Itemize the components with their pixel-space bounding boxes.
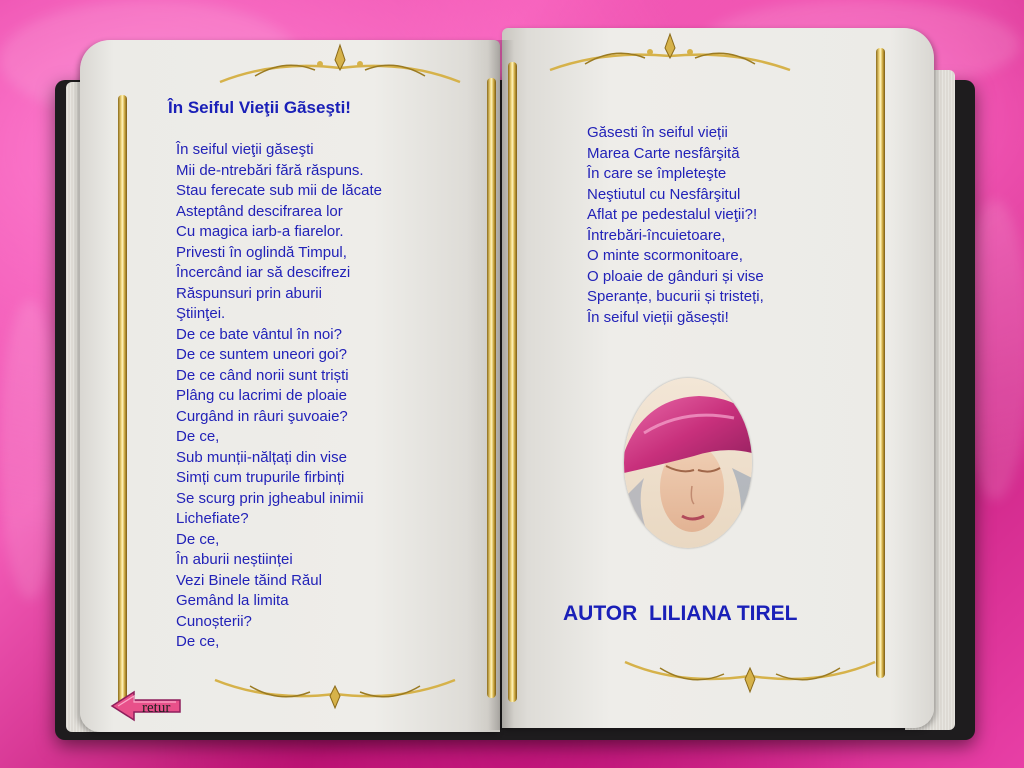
poem-line: Asteptând descifrarea lor [176, 202, 343, 220]
poem-line: În aburii neștiinței [176, 551, 293, 568]
poem-line: O minte scormonitoare, [587, 247, 743, 264]
poem-title: În Seiful Vieţii Gãseşti! [168, 98, 351, 117]
poem-line: De ce suntem uneori goi? [176, 346, 347, 363]
poem-line: Se scurg prin jgheabul inimii [176, 489, 364, 507]
poem-line: Marea Carte nesfârşită [587, 144, 740, 162]
poem-line: În seiful vieţii găseşti [176, 141, 314, 158]
poem-line: De ce bate vântul în noi? [176, 325, 342, 343]
poem-line: O ploaie de gânduri și vise [587, 267, 764, 285]
author-credit: AUTOR LILIANA TIREL [563, 602, 798, 625]
poem-line: Cu magica iarb-a fiarelor. [176, 223, 344, 240]
poem-line: Stau ferecate sub mii de lăcate [176, 182, 382, 199]
poem-line: Întrebări-încuietoare, [587, 226, 726, 244]
poem-line: Încercând iar să descifrezi [176, 264, 351, 281]
gold-border-right-inner [508, 62, 517, 702]
gold-scroll-ornament-icon [620, 652, 880, 697]
gold-border-left-outer [118, 95, 127, 705]
poem-line: Răspunsuri prin aburii [176, 284, 322, 302]
poem-line: Vezi Binele tăind Răul [176, 571, 322, 589]
gold-scroll-ornament-icon [545, 30, 795, 80]
poem-line: Ştiinţei. [176, 305, 226, 322]
poem-line: De ce, [176, 530, 220, 548]
poem-line: De ce când norii sunt triști [176, 366, 349, 384]
poem-line: De ce, [176, 633, 220, 650]
poem-line: De ce, [176, 428, 220, 445]
poem-line: Cunoșterii? [176, 612, 252, 630]
poem-line: Mii de-ntrebări fără răspuns. [176, 161, 364, 179]
gold-border-right-outer [876, 48, 885, 678]
poem-line: Găsesti în seiful vieții [587, 124, 728, 141]
poem-line: Aflat pe pedestalul vieţii?! [587, 206, 758, 223]
back-label[interactable]: retur [142, 700, 171, 716]
poem-line: Curgând in râuri şuvoaie? [176, 407, 348, 425]
poem-line: Plâng cu lacrimi de ploaie [176, 387, 347, 404]
poem-line: Speranțe, bucurii și tristeți, [587, 288, 764, 305]
poem-line: Sub munții-nălțați din vise [176, 448, 347, 466]
poem-right-column [587, 123, 764, 328]
poem-line: Neştiutul cu Nesfârşitul [587, 185, 741, 203]
gold-border-left-inner [487, 78, 496, 698]
gold-scroll-ornament-icon [210, 672, 460, 712]
poem-line: Lichefiate? [176, 510, 249, 527]
gold-scroll-ornament-icon [215, 40, 465, 90]
woman-portrait-image [624, 378, 752, 548]
poem-line: Simți cum trupurile firbinți [176, 469, 345, 486]
poem-line: În care se împleteşte [587, 165, 727, 182]
poem-left-column [176, 140, 382, 653]
poem-line: Gemând la limita [176, 592, 289, 609]
poem-line: În seiful vieții găsești! [587, 308, 729, 326]
poem-line: Privesti în oglindă Timpul, [176, 243, 347, 261]
